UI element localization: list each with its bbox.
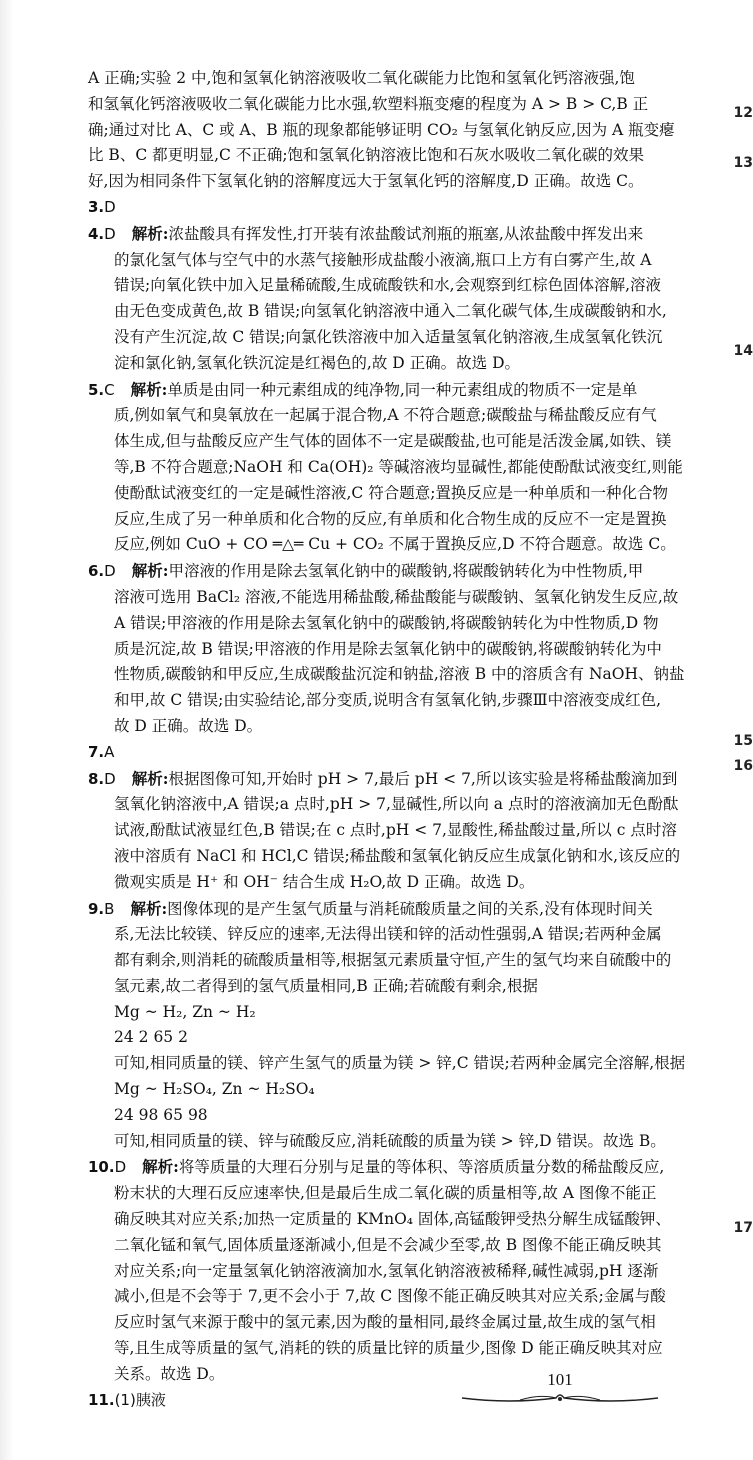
answer-choice: D	[104, 224, 116, 243]
text-line: 减小,但是不会等于 7,更不会小于 7,故 C 图像不能正确反映其对应关系;金属与酸	[114, 1287, 666, 1306]
text-line: 错误;向氧化铁中加入足量稀硫酸,生成硫酸铁和水,会观察到红棕色固体溶解,溶液	[114, 276, 662, 295]
text-line: 确反映其对应关系;加热一定质量的 KMnO₄ 固体,高锰酸钾受热分解生成锰酸钾、	[114, 1210, 671, 1229]
answer-choice: D	[104, 197, 116, 216]
analysis-label: 解析:	[131, 223, 169, 243]
answer-item-header	[88, 896, 718, 923]
text-line: 质,例如氧气和臭氧放在一起属于混合物,A 不符合题意;碳酸盐与稀盐酸反应有气	[114, 406, 657, 425]
margin-number: 13	[733, 155, 753, 171]
question-number: 4.	[88, 224, 105, 243]
answer-item	[88, 740, 718, 766]
analysis-text: 将等质量的大理石分别与足量的等体积、等溶质质量分数的稀盐酸反应,	[178, 1158, 665, 1177]
question-number: 7.	[88, 742, 105, 761]
text-line: Mg ~ H₂SO₄, Zn ~ H₂SO₄	[114, 1080, 315, 1099]
text-line: A 错误;甲溶液的作用是除去氢氧化钠中的碳酸钠,将碳酸钠转化为中性物质,D 物	[114, 613, 659, 632]
text-line: 故 D 正确。故选 D。	[114, 716, 263, 735]
text-line: 淀和氯化钠,氢氧化铁沉淀是红褐色的,故 D 正确。故选 D。	[114, 353, 520, 372]
text-line: 没有产生沉淀,故 C 错误;向氯化铁溶液中加入适量氢氧化钠溶液,生成氢氧化铁沉	[114, 327, 663, 346]
question-number: 6.	[88, 562, 105, 581]
margin-number: 12	[733, 105, 753, 121]
text-line: 二氧化锰和氧气,固体质量逐渐减小,但是不会减少至零,故 B 图像不能正确反映其	[114, 1235, 662, 1254]
text-line: 液中溶质有 NaCl 和 HCl,C 错误;稀盐酸和氢氧化钠反应生成氯化钠和水,该反应的	[114, 846, 681, 865]
analysis-label: 解析:	[131, 561, 169, 581]
text-line: 等,且生成等质量的氢气,消耗的铁的质量比锌的质量少,图像 D 能正确反映其对应	[114, 1339, 663, 1358]
margin-number: 17	[733, 1220, 753, 1236]
answer-content	[88, 66, 718, 1413]
analysis-label: 解析:	[142, 1157, 179, 1177]
analysis-label: 解析:	[131, 768, 169, 788]
answer-choice: D	[104, 562, 116, 581]
text-line: 可知,相同质量的镁、锌产生氢气的质量为镁 > 锌,C 错误;若两种金属完全溶解,根据	[114, 1054, 686, 1073]
text-line: 和甲,故 C 错误;由实验结论,部分变质,说明含有氢氧化钠,步骤Ⅲ中溶液变成红色,	[114, 691, 662, 710]
answer-item	[88, 1154, 718, 1387]
answer-item-header	[88, 766, 718, 793]
text-line: 氢氧化钠溶液中,A 错误;a 点时,pH > 7,显碱性,所以向 a 点时的溶液滴加无色酚酞	[114, 795, 679, 814]
analysis-label: 解析:	[130, 379, 168, 399]
text-line: 溶液可选用 BaCl₂ 溶液,不能选用稀盐酸,稀盐酸能与碳酸钠、氢氧化钠发生反应,故	[114, 587, 679, 606]
text-line: 24 2 65 2	[114, 1028, 188, 1047]
margin-number: 15	[733, 733, 753, 749]
answer-choice: C	[104, 380, 115, 399]
answer-continuation	[88, 66, 718, 195]
text-line: Mg ~ H₂, Zn ~ H₂	[114, 1002, 256, 1021]
question-number: 3.	[88, 197, 105, 216]
text-line: 反应时氢气来源于酸中的氢元素,因为酸的量相同,最终金属过量,故生成的氢气相	[114, 1313, 656, 1332]
page-number: 101	[547, 1370, 573, 1389]
text-line: 可知,相同质量的镁、锌与硫酸反应,消耗硫酸的质量为镁 > 锌,D 错误。故选 B。	[114, 1131, 666, 1150]
answer-item-header	[88, 740, 718, 766]
question-number: 8.	[88, 769, 105, 788]
analysis-text: 根据图像可知,开始时 pH > 7,最后 pH < 7,所以该实验是将稀盐酸滴加到	[168, 769, 678, 788]
answer-item-header	[88, 377, 718, 404]
analysis-text: 甲溶液的作用是除去氢氧化钠中的碳酸钠,将碳酸钠转化为中性物质,甲	[168, 562, 644, 581]
question-number: 10.	[88, 1158, 115, 1177]
analysis-label: 解析:	[130, 898, 168, 918]
text-line: 反应,生成了另一种单质和化合物的反应,有单质和化合物生成的反应不一定是置换	[114, 509, 667, 528]
answer-choice: B	[104, 899, 115, 918]
text-line: 粉末状的大理石反应速率快,但是最后生成二氧化碳的质量相等,故 A 图像不能正	[114, 1184, 657, 1203]
analysis-text: 单质是由同一种元素组成的纯净物,同一种元素组成的物质不一定是单	[167, 380, 638, 399]
question-number: 5.	[88, 380, 105, 399]
text-line: 确;通过对比 A、C 或 A、B 瓶的现象都能够证明 CO₂ 与氢氧化钠反应,因为 A 瓶变瘪	[88, 120, 675, 139]
text-line: 质是沉淀,故 B 错误;甲溶液的作用是除去氢氧化钠中的碳酸钠,将碳酸钠转化为中	[114, 639, 662, 658]
text-line: 系,无法比较镁、锌反应的速率,无法得出镁和锌的活动性强弱,A 错误;若两种金属	[114, 925, 662, 944]
answer-item-header	[88, 558, 718, 585]
text-line: A 正确;实验 2 中,饱和氢氧化钠溶液吸收二氧化碳能力比饱和氢氧化钙溶液强,饱	[88, 69, 635, 87]
right-margin-numbers	[727, 0, 753, 1460]
answer-item	[88, 766, 718, 896]
answer-item	[88, 558, 718, 740]
text-line: 和氢氧化钙溶液吸收二氧化碳能力比水强,软塑料瓶变瘪的程度为 A > B > C,B 正	[88, 94, 649, 113]
ornament-divider-icon	[460, 1390, 660, 1406]
text-line: 24 98 65 98	[114, 1105, 208, 1124]
text-line: 等,B 不符合题意;NaOH 和 Ca(OH)₂ 等碱溶液均显碱性,都能使酚酞试液变红,则能	[114, 457, 683, 476]
text-line: 由无色变成黄色,故 B 错误;向氢氧化钠溶液中通入二氧化碳气体,生成碳酸钠和水,	[114, 302, 667, 321]
text-line: 比 B、C 都更明显,C 不正确;饱和氢氧化钠溶液比饱和石灰水吸收二氧化碳的效果	[88, 146, 645, 165]
answer-choice: D	[104, 769, 116, 788]
analysis-text: 浓盐酸具有挥发性,打开装有浓盐酸试剂瓶的瓶塞,从浓盐酸中挥发出来	[168, 224, 644, 243]
question-number: 11.	[88, 1390, 115, 1409]
margin-number: 16	[733, 758, 753, 774]
text-line: 氢元素,故二者得到的氢气质量相同,B 正确;若硫酸有剩余,根据	[114, 976, 538, 995]
answer-item	[88, 377, 718, 559]
text-line: 都有剩余,则消耗的硫酸质量相等,根据氢元素质量守恒,产生的氢气均来自硫酸中的	[114, 951, 672, 970]
text-line: 关系。故选 D。	[114, 1364, 225, 1383]
text-line: 性物质,碳酸钠和甲反应,生成碳酸盐沉淀和钠盐,溶液 B 中的溶质含有 NaOH、钠盐	[114, 665, 685, 684]
text-line: 的氯化氢气体与空气中的水蒸气接触形成盐酸小液滴,瓶口上方有白雾产生,故 A	[114, 250, 652, 269]
text-line: 使酚酞试液变红的一定是碱性溶液,C 符合题意;置换反应是一种单质和一种化合物	[114, 483, 668, 502]
text-line: 体生成,但与盐酸反应产生气体的固体不一定是碳酸盐,也可能是活泼金属,如铁、镁	[114, 432, 672, 451]
answer-item-header	[88, 195, 718, 221]
text-line: 试液,酚酞试液显红色,B 错误;在 c 点时,pH < 7,显酸性,稀盐酸过量,所以 c 点时溶	[114, 821, 677, 840]
answer-choice: (1)胰液	[114, 1390, 166, 1409]
answer-item	[88, 896, 718, 1155]
page-edge-shadow	[0, 0, 14, 1460]
question-number: 9.	[88, 899, 105, 918]
answer-item-header	[88, 1154, 718, 1181]
text-line: 反应,例如 CuO + CO ═△═ Cu + CO₂ 不属于置换反应,D 不符合题意。故选 C。	[114, 535, 676, 554]
answer-choice: A	[104, 742, 115, 761]
margin-number: 14	[733, 343, 753, 359]
text-line: 好,因为相同条件下氢氧化钠的溶解度远大于氢氧化钙的溶解度,D 正确。故选 C。	[88, 172, 644, 191]
text-line: 对应关系;向一定量氢氧化钠溶液滴加水,氢氧化钠溶液被稀释,碱性减弱,pH 逐渐	[114, 1261, 659, 1280]
answer-item-header	[88, 221, 718, 248]
answer-choice: D	[114, 1158, 127, 1177]
answer-item	[88, 221, 718, 377]
answer-item	[88, 195, 718, 221]
text-line: 微观实质是 H⁺ 和 OH⁻ 结合生成 H₂O,故 D 正确。故选 D。	[114, 872, 535, 891]
analysis-text: 图像体现的是产生氢气质量与消耗硫酸质量之间的关系,没有体现时间关	[167, 899, 653, 918]
page-footer	[455, 1370, 665, 1406]
